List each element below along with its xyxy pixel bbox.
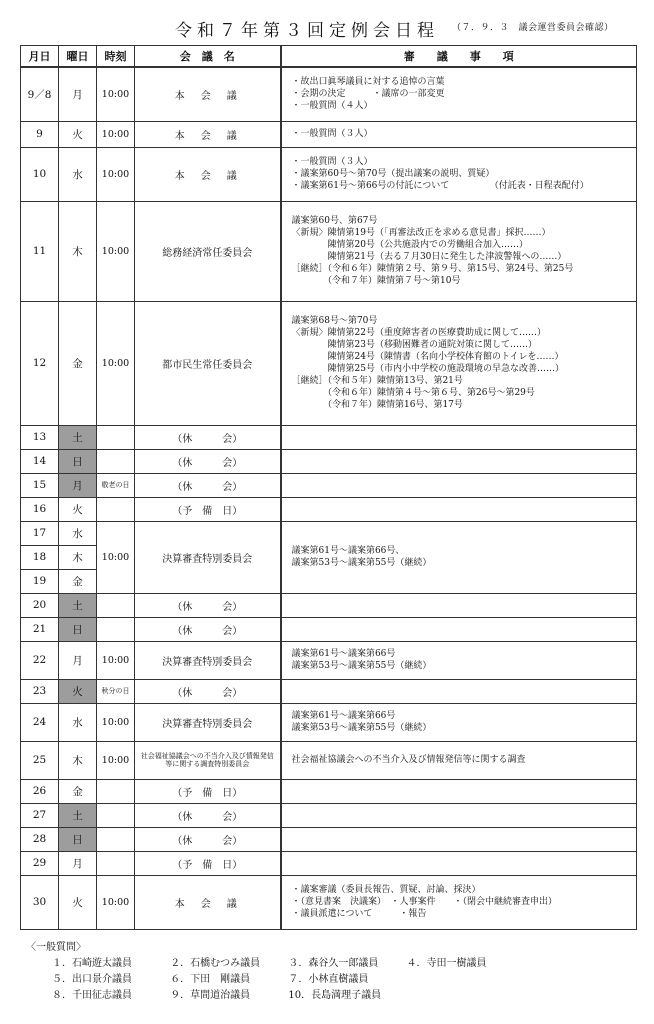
member-name: ３．森谷久一郎議員 [288,958,379,969]
item-line: 議案第61号～議案第66号 [291,649,396,659]
table-row [21,679,637,703]
header-items: 審 議 事 項 [281,46,637,68]
member-name: ７．小林直樹議員 [288,974,369,985]
header-time: 時刻 [97,46,135,68]
row-date: 20 [21,593,59,617]
table-row [21,67,637,121]
row-weekday: 木 [59,545,97,569]
row-date: 24 [21,703,59,741]
row-date: 27 [21,803,59,827]
row-weekday: 土 [59,593,97,617]
table-row [21,449,637,473]
table-row [21,521,637,545]
item-line: 陳情第20号（公共施設内での労働組合加入……） [291,240,528,250]
row-date: 11 [21,201,59,301]
row-meeting: 決算審査特別委員会 [135,641,281,679]
item-line: ・議員派遣について ・報告 [291,909,427,919]
item-line: 陳情第23号（移動困難者の通院対策に関して……） [291,340,537,350]
row-items [281,641,637,679]
table-row [21,473,637,497]
row-date: 29 [21,851,59,875]
row-items [281,703,637,741]
row-date: 26 [21,779,59,803]
row-time [97,827,135,851]
table-row [21,121,637,147]
row-date: 10 [21,147,59,201]
row-meeting: 総務経済常任委員会 [135,201,281,301]
row-weekday: 金 [59,569,97,593]
row-items [281,473,637,497]
row-weekday: 水 [59,703,97,741]
row-items [281,147,637,201]
row-meeting: （休 会） [135,617,281,641]
row-date: 25 [21,741,59,779]
table-row [21,875,637,929]
row-date: 19 [21,569,59,593]
row-items [281,121,637,147]
row-weekday: 火 [59,497,97,521]
row-date: 15 [21,473,59,497]
row-items [281,875,637,929]
row-meeting: 決算審査特別委員会 [135,703,281,741]
row-meeting: （休 会） [135,679,281,703]
row-meeting: （休 会） [135,827,281,851]
row-time: 10:00 [97,703,135,741]
row-items [281,779,637,803]
row-holiday-label: 敬老の日 [97,473,135,497]
row-date: 30 [21,875,59,929]
header-date: 月日 [21,46,59,68]
item-line: 陳情第24号（陳情書（名向小学校体育館のトイレを……） [291,352,564,362]
row-date: 9／8 [21,67,59,121]
row-time: 10:00 [97,147,135,201]
row-items [281,497,637,521]
row-items [281,593,637,617]
item-line: ［継続］（令和６年）陳情第２号、第９号、第15号、第24号、第25号 [291,264,574,274]
row-meeting: 本 会 議 [135,67,281,121]
row-date: 17 [21,521,59,545]
item-line: 〈新規〉陳情第19号（「再審法改正を求める意見書」採択……） [291,228,551,238]
item-line: 議案第61号～議案第66号、 [291,546,405,556]
item-line: ・議案第61号～第66号の付託について （付託表・日程表配付） [291,181,589,191]
table-row [21,779,637,803]
table-row [21,803,637,827]
row-time [97,851,135,875]
item-line: 議案第53号～議案第55号（継続） [291,558,432,568]
item-line: ・故出口眞琴議員に対する追悼の言葉 [291,77,445,88]
item-line: ・議案審議（委員長報告、質疑、討論、採決） [291,885,481,895]
row-meeting: 都市民生常任委員会 [135,301,281,425]
table-row [21,301,637,425]
table-row [21,827,637,851]
general-questions-section [26,940,522,1004]
row-date: 12 [21,301,59,425]
row-weekday: 月 [59,641,97,679]
row-meeting: 本 会 議 [135,147,281,201]
header-row [21,46,637,68]
row-time: 10:00 [97,741,135,779]
member-row [34,972,522,988]
row-time: 10:00 [97,641,135,679]
row-meeting: （予 備 日） [135,851,281,875]
row-date: 22 [21,641,59,679]
item-line: （令和７年）陳情第７号～第10号 [291,276,461,286]
item-line: ・議案第60号～第70号（提出議案の説明、質疑） [291,169,495,179]
row-time [97,617,135,641]
row-meeting: （予 備 日） [135,779,281,803]
row-weekday: 月 [59,67,97,121]
row-weekday: 日 [59,617,97,641]
member-name: ９．草間道治議員 [170,990,251,1001]
item-line: ［継続］（令和５年）陳情第13号、第21号 [291,376,463,386]
row-items [281,679,637,703]
row-meeting: （休 会） [135,593,281,617]
row-time: 10:00 [97,521,135,593]
item-line: ・一般質問（３人） [291,157,373,167]
row-items [281,851,637,875]
item-line: （令和７年）陳情第16号、第17号 [291,400,463,410]
table-row [21,147,637,201]
row-date: 14 [21,449,59,473]
row-items [281,201,637,301]
row-date: 21 [21,617,59,641]
item-line: ・一般質問（４人） [291,101,373,112]
row-meeting: 本 会 議 [135,875,281,929]
item-line: 陳情第21号（去る７月30日に発生した津波警報への……） [291,252,567,262]
table-row [21,617,637,641]
member-row [34,956,522,972]
row-date: 13 [21,425,59,449]
row-time: 10:00 [97,67,135,121]
confirmation-note: （７．９．３ 議会運営委員会確認） [452,23,614,33]
row-time: 10:00 [97,875,135,929]
member-name: ４．寺田一樹議員 [406,958,487,969]
item-line: ・（意見書案 決議案） ・人事案件 ・（閉会中継続審査申出） [291,897,558,907]
table-row [21,201,637,301]
member-name: ８．千田征志議員 [52,990,132,1001]
row-items [281,301,637,425]
row-holiday-label: 秋分の日 [97,679,135,703]
row-weekday: 火 [59,875,97,929]
row-meeting: （休 会） [135,425,281,449]
row-date: 9 [21,121,59,147]
schedule-table [20,45,637,930]
item-line: 陳情第25号（市内小中学校の施設環境の早急な改善……） [291,364,564,374]
row-weekday: 金 [59,301,97,425]
row-items [281,827,637,851]
row-time [97,425,135,449]
row-weekday: 月 [59,473,97,497]
item-line: 議案第53号～議案第55号（継続） [291,723,432,733]
table-row [21,593,637,617]
member-name: ６．下田 剛議員 [170,974,251,985]
document-title [0,16,654,40]
table-row [21,851,637,875]
row-weekday: 水 [59,521,97,545]
item-line: 社会福祉協議会への不当介入及び情報発信等に関する調査 [291,755,526,765]
row-time: 10:00 [97,301,135,425]
row-weekday: 土 [59,425,97,449]
row-meeting: （予 備 日） [135,497,281,521]
row-time [97,803,135,827]
row-date: 16 [21,497,59,521]
row-meeting: 本 会 議 [135,121,281,147]
row-weekday: 火 [59,679,97,703]
item-line: （令和６年）陳情第４号～第６号、第26号～第29号 [291,388,535,398]
row-items [281,741,637,779]
row-time: 10:00 [97,201,135,301]
table-row [21,703,637,741]
row-meeting: 決算審査特別委員会 [135,521,281,593]
row-items [281,425,637,449]
table-row [21,741,637,779]
row-date: 23 [21,679,59,703]
member-name: １．石崎遊太議員 [52,958,132,969]
row-weekday: 金 [59,779,97,803]
header-meeting: 会 議 名 [135,46,281,68]
row-items [281,67,637,121]
row-meeting: 社会福祉協議会への不当介入及び情報発信等に関する調査特別委員会 [135,741,281,779]
row-time: 10:00 [97,121,135,147]
row-weekday: 日 [59,449,97,473]
row-time [97,593,135,617]
row-weekday: 木 [59,741,97,779]
item-line: 議案第68号～第70号 [291,316,378,326]
row-date: 28 [21,827,59,851]
item-line: 議案第60号、第67号 [291,216,378,226]
row-meeting: （休 会） [135,803,281,827]
row-weekday: 水 [59,147,97,201]
row-weekday: 土 [59,803,97,827]
row-meeting: （休 会） [135,473,281,497]
row-weekday: 日 [59,827,97,851]
row-time [97,449,135,473]
row-items [281,521,637,593]
row-date: 18 [21,545,59,569]
header-weekday: 曜日 [59,46,97,68]
row-weekday: 火 [59,121,97,147]
row-items [281,803,637,827]
row-weekday: 木 [59,201,97,301]
schedule-title: 令和７年第３回定例会日程 [175,21,439,41]
item-line: ・一般質問（３人） [291,129,373,139]
general-questions-heading: 〈一般質問〉 [26,942,86,953]
row-meeting: （休 会） [135,449,281,473]
row-time [97,779,135,803]
member-name: ５．出口景介議員 [52,974,132,985]
row-time [97,497,135,521]
table-row [21,641,637,679]
row-weekday: 月 [59,851,97,875]
row-items [281,617,637,641]
item-line: ・会期の決定 ・議席の一部変更 [291,89,445,100]
member-name: 10．長島満理子議員 [288,990,382,1001]
item-line: 議案第61号～議案第66号 [291,711,396,721]
item-line: 〈新規〉陳情第22号（重度障害者の医療費助成に関して……） [291,328,546,338]
member-row [34,988,522,1004]
item-line: 議案第53号～議案第55号（継続） [291,661,432,671]
table-row [21,497,637,521]
member-name: ２．石橋むつみ議員 [170,958,261,969]
table-row [21,425,637,449]
row-items [281,449,637,473]
